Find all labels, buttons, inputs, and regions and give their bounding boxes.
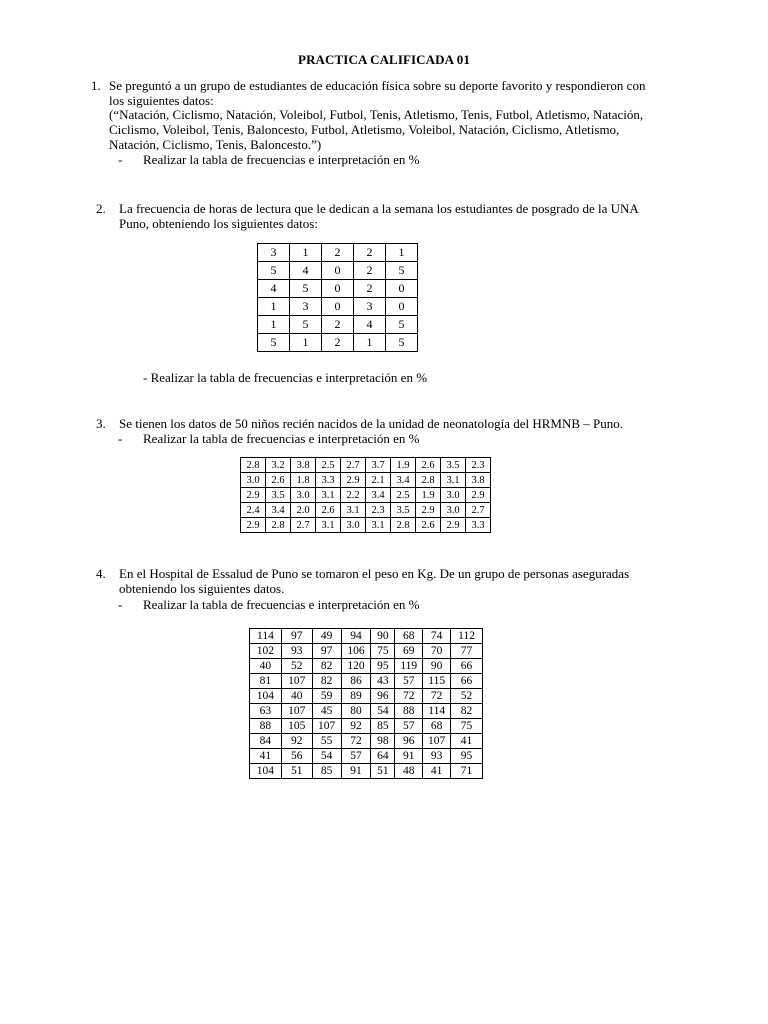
table-cell: 40 — [250, 659, 282, 674]
table-cell: 88 — [250, 719, 282, 734]
table-cell: 96 — [371, 689, 395, 704]
table-cell: 66 — [451, 674, 483, 689]
table-cell: 72 — [341, 734, 371, 749]
table-cell: 97 — [281, 629, 312, 644]
table-cell: 2 — [354, 262, 386, 280]
table-cell: 0 — [386, 280, 418, 298]
table-cell: 3 — [258, 244, 290, 262]
table-cell: 55 — [312, 734, 341, 749]
table-cell: 3 — [354, 298, 386, 316]
question-1-bullet: - — [118, 152, 123, 167]
reading-hours-table — [257, 243, 418, 352]
table-cell: 92 — [341, 719, 371, 734]
table-cell: 3.1 — [366, 518, 391, 533]
question-1-line-2: los siguientes datos: — [109, 93, 214, 108]
table-cell: 119 — [395, 659, 423, 674]
question-2-line-2: Puno, obteniendo los siguientes datos: — [119, 216, 318, 231]
table-cell: 102 — [250, 644, 282, 659]
table-cell: 3.5 — [441, 458, 466, 473]
table-cell: 40 — [281, 689, 312, 704]
table-cell: 107 — [281, 674, 312, 689]
table-cell: 2.9 — [466, 488, 491, 503]
table-row — [258, 244, 418, 262]
table-cell: 4 — [258, 280, 290, 298]
table-cell: 2.9 — [241, 488, 266, 503]
table-cell: 2.9 — [441, 518, 466, 533]
table-cell: 3.5 — [391, 503, 416, 518]
question-4-line-1: En el Hospital de Essalud de Puno se tomaron el peso en Kg. De un grupo de personas aseguradas — [119, 566, 630, 581]
table-cell: 2.8 — [391, 518, 416, 533]
table-cell: 3.2 — [266, 458, 291, 473]
table-cell: 2.9 — [341, 473, 366, 488]
question-3-bullet: - — [118, 431, 123, 446]
table-cell: 1 — [354, 334, 386, 352]
table-row — [250, 749, 483, 764]
table-cell: 86 — [341, 674, 371, 689]
table-row — [250, 719, 483, 734]
table-cell: 82 — [312, 659, 341, 674]
document-title: PRACTICA CALIFICADA 01 — [298, 52, 470, 67]
question-3-number: 3. — [96, 416, 106, 431]
table-cell: 2.8 — [266, 518, 291, 533]
table-cell: 3 — [290, 298, 322, 316]
table-row — [258, 298, 418, 316]
table-cell: 98 — [371, 734, 395, 749]
table-cell: 2 — [322, 334, 354, 352]
table-row — [258, 262, 418, 280]
table-cell: 2.6 — [266, 473, 291, 488]
table-cell: 3.0 — [241, 473, 266, 488]
table-cell: 106 — [341, 644, 371, 659]
table-cell: 3.0 — [291, 488, 316, 503]
table-cell: 96 — [395, 734, 423, 749]
table-cell: 2.5 — [391, 488, 416, 503]
table-cell: 43 — [371, 674, 395, 689]
table-cell: 75 — [371, 644, 395, 659]
table-cell: 52 — [451, 689, 483, 704]
question-1-line-5: Natación, Ciclismo, Tenis, Baloncesto.”) — [109, 137, 322, 152]
table-cell: 93 — [281, 644, 312, 659]
table-cell: 104 — [250, 764, 282, 779]
table-cell: 1 — [386, 244, 418, 262]
table-cell: 2 — [354, 280, 386, 298]
table-cell: 75 — [451, 719, 483, 734]
table-cell: 3.1 — [441, 473, 466, 488]
table-cell: 107 — [423, 734, 451, 749]
table-cell: 107 — [281, 704, 312, 719]
table-cell: 120 — [341, 659, 371, 674]
question-1-line-3: (“Natación, Ciclismo, Natación, Voleibol, Futbol, Tenis, Atletismo, Tenis, Futbol, Atletismo, Natación, — [109, 107, 644, 122]
question-4-line-2: obteniendo los siguientes datos. — [119, 581, 285, 596]
table-row — [258, 316, 418, 334]
table-cell: 81 — [250, 674, 282, 689]
table-cell: 2.5 — [316, 458, 341, 473]
question-2-number: 2. — [96, 201, 106, 216]
table-cell: 91 — [341, 764, 371, 779]
table-cell: 2.3 — [466, 458, 491, 473]
table-cell: 84 — [250, 734, 282, 749]
table-cell: 114 — [250, 629, 282, 644]
table-cell: 2.6 — [416, 518, 441, 533]
table-cell: 3.8 — [291, 458, 316, 473]
table-cell: 1 — [290, 334, 322, 352]
question-1-line-4: Ciclismo, Voleibol, Tenis, Baloncesto, Futbol, Atletismo, Voleibol, Natación, Ciclismo, Atletismo, — [109, 122, 620, 137]
table-cell: 68 — [395, 629, 423, 644]
table-cell: 77 — [451, 644, 483, 659]
table-row — [250, 689, 483, 704]
table-cell: 2.1 — [366, 473, 391, 488]
newborn-weights-table — [240, 457, 491, 533]
table-cell: 68 — [423, 719, 451, 734]
table-cell: 89 — [341, 689, 371, 704]
table-cell: 3.0 — [441, 503, 466, 518]
table-cell: 56 — [281, 749, 312, 764]
table-cell: 3.3 — [466, 518, 491, 533]
table-cell: 71 — [451, 764, 483, 779]
table-cell: 2.8 — [241, 458, 266, 473]
table-cell: 63 — [250, 704, 282, 719]
table-cell: 104 — [250, 689, 282, 704]
table-cell: 1 — [290, 244, 322, 262]
table-cell: 3.3 — [316, 473, 341, 488]
table-cell: 2.7 — [291, 518, 316, 533]
table-row — [258, 280, 418, 298]
question-2-line-1: La frecuencia de horas de lectura que le dedican a la semana los estudiantes de posgrado de la UNA — [119, 201, 639, 216]
table-cell: 3.4 — [266, 503, 291, 518]
question-3-line-1: Se tienen los datos de 50 niños recién nacidos de la unidad de neonatología del HRMNB – Puno. — [119, 416, 624, 431]
table-cell: 0 — [322, 280, 354, 298]
table-cell: 112 — [451, 629, 483, 644]
table-row — [250, 704, 483, 719]
table-cell: 5 — [290, 316, 322, 334]
table-cell: 5 — [386, 262, 418, 280]
table-cell: 41 — [451, 734, 483, 749]
table-cell: 74 — [423, 629, 451, 644]
table-cell: 72 — [395, 689, 423, 704]
table-row — [241, 518, 491, 533]
question-4-number: 4. — [96, 566, 106, 581]
table-row — [258, 334, 418, 352]
table-cell: 114 — [423, 704, 451, 719]
table-row — [250, 659, 483, 674]
table-cell: 41 — [423, 764, 451, 779]
table-cell: 1 — [258, 316, 290, 334]
table-cell: 41 — [250, 749, 282, 764]
table-cell: 72 — [423, 689, 451, 704]
table-cell: 92 — [281, 734, 312, 749]
table-cell: 82 — [312, 674, 341, 689]
table-cell: 5 — [258, 262, 290, 280]
question-1-task: Realizar la tabla de frecuencias e interpretación en % — [143, 152, 420, 167]
table-cell: 5 — [386, 316, 418, 334]
table-cell: 45 — [312, 704, 341, 719]
table-cell: 59 — [312, 689, 341, 704]
table-cell: 57 — [395, 719, 423, 734]
table-cell: 4 — [290, 262, 322, 280]
table-cell: 54 — [371, 704, 395, 719]
table-cell: 2 — [322, 244, 354, 262]
table-cell: 2.0 — [291, 503, 316, 518]
table-cell: 2.7 — [466, 503, 491, 518]
table-cell: 2.9 — [416, 503, 441, 518]
table-cell: 1 — [258, 298, 290, 316]
table-cell: 57 — [395, 674, 423, 689]
table-cell: 0 — [322, 262, 354, 280]
table-cell: 1.9 — [416, 488, 441, 503]
table-row — [250, 629, 483, 644]
table-cell: 95 — [451, 749, 483, 764]
table-cell: 90 — [371, 629, 395, 644]
table-cell: 54 — [312, 749, 341, 764]
table-cell: 64 — [371, 749, 395, 764]
table-row — [250, 674, 483, 689]
table-cell: 5 — [258, 334, 290, 352]
table-cell: 94 — [341, 629, 371, 644]
table-cell: 4 — [354, 316, 386, 334]
table-cell: 105 — [281, 719, 312, 734]
question-3-task: Realizar la tabla de frecuencias e interpretación en % — [143, 431, 420, 446]
table-row — [250, 644, 483, 659]
question-2-task: - Realizar la tabla de frecuencias e interpretación en % — [143, 370, 428, 385]
table-cell: 3.0 — [341, 518, 366, 533]
table-cell: 2.9 — [241, 518, 266, 533]
table-cell: 52 — [281, 659, 312, 674]
table-cell: 1.8 — [291, 473, 316, 488]
question-1-line-1: Se preguntó a un grupo de estudiantes de educación física sobre su deporte favorito y respondieron con — [109, 78, 646, 93]
question-1-number: 1. — [91, 78, 101, 93]
table-cell: 95 — [371, 659, 395, 674]
table-cell: 57 — [341, 749, 371, 764]
table-row — [241, 503, 491, 518]
table-cell: 107 — [312, 719, 341, 734]
table-cell: 97 — [312, 644, 341, 659]
table-cell: 0 — [322, 298, 354, 316]
table-cell: 5 — [290, 280, 322, 298]
table-cell: 3.0 — [441, 488, 466, 503]
table-cell: 93 — [423, 749, 451, 764]
table-row — [241, 488, 491, 503]
table-cell: 85 — [371, 719, 395, 734]
table-cell: 91 — [395, 749, 423, 764]
table-row — [241, 458, 491, 473]
table-cell: 2 — [354, 244, 386, 262]
table-cell: 2.7 — [341, 458, 366, 473]
table-cell: 80 — [341, 704, 371, 719]
table-cell: 82 — [451, 704, 483, 719]
table-cell: 115 — [423, 674, 451, 689]
table-cell: 2.4 — [241, 503, 266, 518]
table-cell: 2.6 — [416, 458, 441, 473]
question-4-bullet: - — [118, 597, 123, 612]
table-cell: 48 — [395, 764, 423, 779]
table-cell: 1.9 — [391, 458, 416, 473]
table-cell: 3.8 — [466, 473, 491, 488]
table-cell: 3.1 — [316, 488, 341, 503]
patient-weights-table — [249, 628, 483, 779]
table-row — [250, 734, 483, 749]
table-cell: 2.6 — [316, 503, 341, 518]
table-cell: 85 — [312, 764, 341, 779]
table-cell: 69 — [395, 644, 423, 659]
table-cell: 3.4 — [366, 488, 391, 503]
table-row — [241, 473, 491, 488]
table-cell: 49 — [312, 629, 341, 644]
table-cell: 88 — [395, 704, 423, 719]
table-cell: 3.1 — [341, 503, 366, 518]
table-cell: 3.4 — [391, 473, 416, 488]
table-cell: 0 — [386, 298, 418, 316]
table-cell: 5 — [386, 334, 418, 352]
table-cell: 70 — [423, 644, 451, 659]
table-cell: 2.8 — [416, 473, 441, 488]
table-cell: 51 — [371, 764, 395, 779]
table-cell: 2 — [322, 316, 354, 334]
table-row — [250, 764, 483, 779]
question-4-task: Realizar la tabla de frecuencias e interpretación en % — [143, 597, 420, 612]
table-cell: 90 — [423, 659, 451, 674]
table-cell: 51 — [281, 764, 312, 779]
table-cell: 3.1 — [316, 518, 341, 533]
table-cell: 2.3 — [366, 503, 391, 518]
table-cell: 66 — [451, 659, 483, 674]
table-cell: 3.5 — [266, 488, 291, 503]
table-cell: 3.7 — [366, 458, 391, 473]
table-cell: 2.2 — [341, 488, 366, 503]
